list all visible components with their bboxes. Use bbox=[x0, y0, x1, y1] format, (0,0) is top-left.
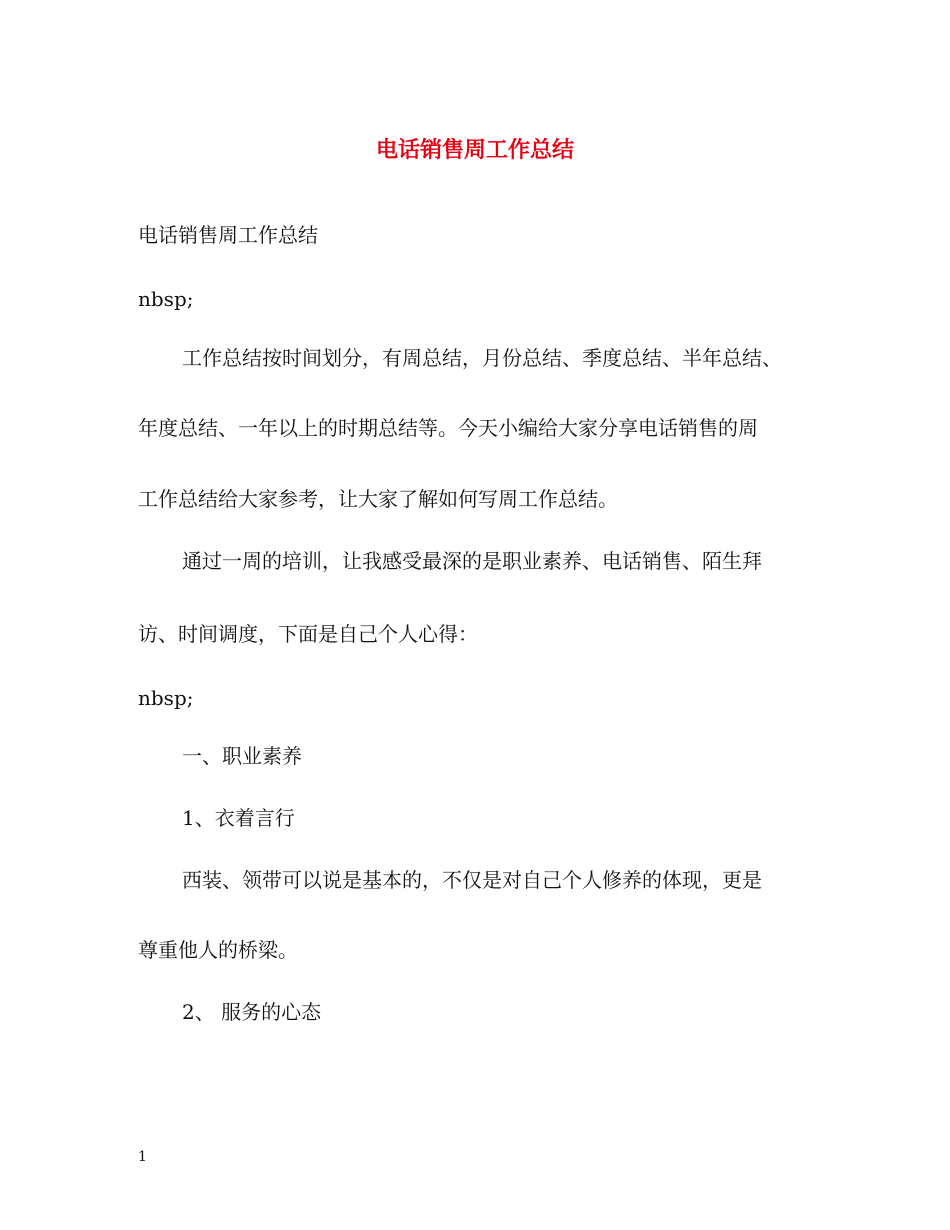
subsection-heading: 2、 服务的心态 bbox=[182, 1000, 322, 1024]
text-line: nbsp; bbox=[138, 686, 194, 710]
section-heading: 一、职业素养 bbox=[182, 744, 302, 768]
paragraph-line: 工作总结按时间划分，有周总结，月份总结、季度总结、半年总结、 bbox=[182, 346, 782, 370]
paragraph-line: 年度总结、一年以上的时期总结等。今天小编给大家分享电话销售的周 bbox=[138, 416, 758, 440]
paragraph-line: 通过一周的培训，让我感受最深的是职业素养、电话销售、陌生拜 bbox=[182, 549, 762, 573]
text-line: nbsp; bbox=[138, 287, 194, 311]
page-number: 1 bbox=[138, 1149, 147, 1165]
paragraph-line: 访、时间调度，下面是自己个人心得： bbox=[138, 622, 478, 646]
document-title: 电话销售周工作总结 bbox=[375, 137, 574, 163]
paragraph-line: 西装、领带可以说是基本的，不仅是对自己个人修养的体现，更是 bbox=[182, 868, 762, 892]
paragraph-line: 工作总结给大家参考，让大家了解如何写周工作总结。 bbox=[138, 487, 618, 511]
subsection-heading: 1、衣着言行 bbox=[182, 806, 295, 830]
paragraph-line: 尊重他人的桥梁。 bbox=[138, 938, 298, 962]
subtitle-line: 电话销售周工作总结 bbox=[138, 223, 318, 247]
